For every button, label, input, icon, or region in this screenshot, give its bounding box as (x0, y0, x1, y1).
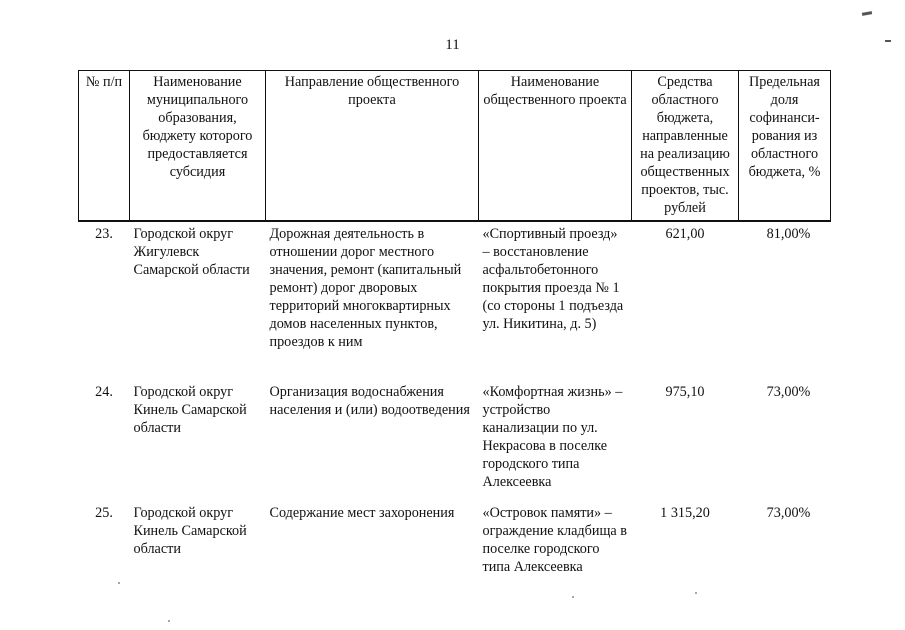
scan-speck (572, 596, 574, 598)
row-share: 73,00% (766, 384, 811, 400)
row-number: 23. (95, 226, 113, 242)
row-number: 25. (95, 505, 113, 521)
row-project: «Островок памяти» – ограждение кладбища в поселке городского типа Алексеевка (482, 505, 627, 575)
row-number: 24. (95, 384, 113, 400)
row-share: 73,00% (766, 505, 811, 521)
header-project: Наименование общественного проекта (479, 71, 632, 222)
table-row (79, 221, 831, 380)
row-share: 81,00% (766, 226, 811, 242)
row-sum: 1 315,20 (660, 505, 710, 521)
header-direction: Направление общественного проекта (266, 71, 479, 222)
header-share: Предельная доля софинанси-рования из областного бюджета, % (739, 71, 831, 222)
header-budget-sum: Средства областного бюджета, направленные на реализацию общественных проектов, тыс. рублей (632, 71, 739, 222)
scan-edge-mark (862, 11, 872, 16)
scan-edge-mark (885, 40, 891, 42)
subsidy-table (78, 70, 831, 594)
row-project: «Комфортная жизнь» – устройство канализации по ул. Некрасова в поселке городского типа Алексеевка (482, 384, 623, 490)
row-project: «Спортивный проезд» – восстановление асфальтобетонного покрытия проезда № 1 (со стороны 1 подъезда ул. Никитина, д. 5) (482, 226, 624, 332)
row-municipality: Городской округ Кинель Самарской области (133, 384, 247, 436)
table-row (79, 380, 831, 501)
header-number: № п/п (79, 71, 130, 222)
row-sum: 975,10 (665, 384, 705, 400)
scan-speck (168, 620, 170, 622)
scan-speck (118, 582, 120, 584)
subsidy-table-container (78, 70, 830, 594)
row-direction: Организация водоснабжения населения и (или) водоотведения (269, 384, 470, 418)
table-row (79, 501, 831, 594)
table-header-row (79, 71, 831, 222)
scan-speck (695, 592, 697, 594)
row-municipality: Городской округ Кинель Самарской области (133, 505, 247, 557)
row-direction: Содержание мест захоронения (269, 505, 455, 521)
header-municipality: Наименование муниципального образования, бюджету которого предоставляется субсидия (130, 71, 266, 222)
row-sum: 621,00 (665, 226, 705, 242)
page-number: 11 (445, 37, 460, 53)
row-direction: Дорожная деятельность в отношении дорог местного значения, ремонт (капитальный ремонт) дорог дворовых территорий многоквартирных домов населенных пунктов, проездов к ним (269, 226, 462, 350)
row-municipality: Городской округ Жигулевск Самарской области (133, 226, 250, 278)
